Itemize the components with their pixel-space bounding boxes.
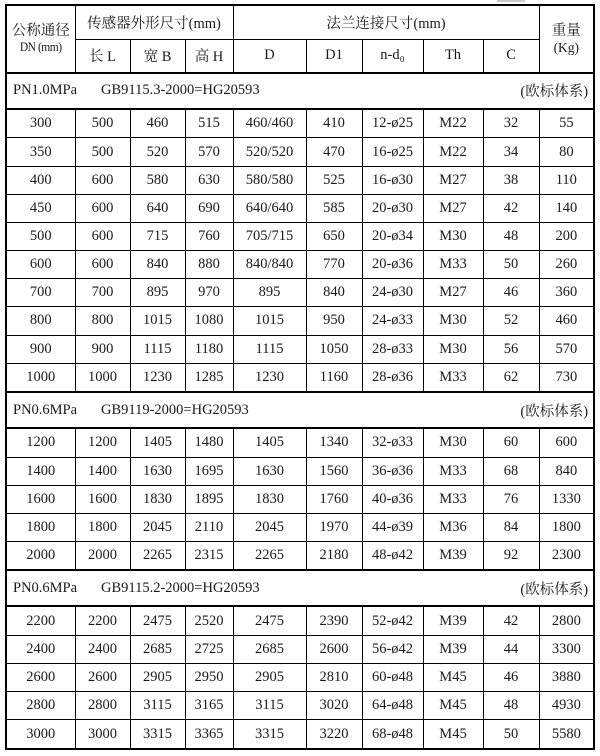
table-cell: 705/715 bbox=[233, 222, 306, 250]
table-cell: 520 bbox=[130, 138, 185, 166]
header-col-d1: D1 bbox=[306, 39, 362, 73]
table-cell: 2180 bbox=[306, 542, 362, 571]
table-cell: 48-ø42 bbox=[362, 542, 423, 571]
table-cell: 895 bbox=[130, 279, 185, 307]
section-standard-label: GB9115.3-2000=HG20593 bbox=[101, 82, 260, 99]
table-cell: 500 bbox=[75, 109, 130, 138]
table-cell: 2045 bbox=[130, 513, 185, 541]
table-cell: 2800 bbox=[6, 692, 75, 720]
table-row bbox=[6, 222, 594, 250]
table-cell: 56 bbox=[483, 335, 539, 363]
table-cell: 2300 bbox=[539, 542, 594, 571]
section-note-label: (欧标体系) bbox=[520, 84, 589, 101]
table-cell: 24-ø33 bbox=[362, 307, 423, 335]
table-cell: 500 bbox=[75, 138, 130, 166]
table-cell: 260 bbox=[539, 251, 594, 279]
table-cell: 20-ø36 bbox=[362, 251, 423, 279]
table-cell: 42 bbox=[483, 194, 539, 222]
table-cell: 2685 bbox=[130, 635, 185, 663]
table-cell: 3300 bbox=[539, 635, 594, 663]
table-cell: 48 bbox=[483, 692, 539, 720]
table-cell: 900 bbox=[6, 335, 75, 363]
table-cell: 2265 bbox=[130, 542, 185, 571]
table-cell: 570 bbox=[185, 138, 233, 166]
table-cell: 60 bbox=[483, 428, 539, 457]
table-cell: 3315 bbox=[233, 720, 306, 749]
table-cell: 1630 bbox=[130, 457, 185, 485]
table-cell: 1115 bbox=[233, 335, 306, 363]
table-cell: 600 bbox=[6, 251, 75, 279]
table-cell: 450 bbox=[6, 194, 75, 222]
table-cell: 2000 bbox=[6, 542, 75, 571]
table-cell: 600 bbox=[75, 251, 130, 279]
table-cell: 20-ø34 bbox=[362, 222, 423, 250]
table-cell: 110 bbox=[539, 166, 594, 194]
table-cell: M33 bbox=[423, 251, 483, 279]
table-row bbox=[6, 457, 594, 485]
table-row bbox=[6, 335, 594, 363]
dimension-table bbox=[5, 4, 595, 750]
header-col-width: 宽 B bbox=[130, 39, 185, 73]
header-col-c: C bbox=[483, 39, 539, 73]
header-dn-unit: DN (mm) bbox=[19, 40, 62, 55]
table-row bbox=[6, 138, 594, 166]
table-cell: 970 bbox=[185, 279, 233, 307]
table-cell: 1695 bbox=[185, 457, 233, 485]
table-row bbox=[6, 428, 594, 457]
table-cell: 64-ø48 bbox=[362, 692, 423, 720]
table-cell: 700 bbox=[6, 279, 75, 307]
table-cell: 880 bbox=[185, 251, 233, 279]
table-cell: 3020 bbox=[306, 692, 362, 720]
table-cell: 2950 bbox=[185, 664, 233, 692]
table-cell: 2045 bbox=[233, 513, 306, 541]
table-cell: 1015 bbox=[130, 307, 185, 335]
table-cell: 3000 bbox=[75, 720, 130, 749]
table-cell: 840 bbox=[130, 251, 185, 279]
table-cell: 2400 bbox=[75, 635, 130, 663]
table-cell: 3315 bbox=[130, 720, 185, 749]
table-cell: 2200 bbox=[6, 606, 75, 635]
table-cell: 32-ø33 bbox=[362, 428, 423, 457]
table-row bbox=[6, 485, 594, 513]
table-cell: 62 bbox=[483, 363, 539, 392]
scan-artifact bbox=[497, 0, 525, 2]
table-cell: 640/640 bbox=[233, 194, 306, 222]
table-cell: 300 bbox=[6, 109, 75, 138]
table-cell: 1970 bbox=[306, 513, 362, 541]
table-row bbox=[6, 166, 594, 194]
table-cell: 42 bbox=[483, 606, 539, 635]
table-row bbox=[6, 363, 594, 392]
table-cell: 16-ø30 bbox=[362, 166, 423, 194]
table-cell: 1600 bbox=[6, 485, 75, 513]
section-header-row bbox=[6, 73, 594, 109]
table-row bbox=[6, 307, 594, 335]
table-cell: 200 bbox=[539, 222, 594, 250]
table-cell: 1050 bbox=[306, 335, 362, 363]
table-cell: 140 bbox=[539, 194, 594, 222]
header-sensor-group: 传感器外形尺寸(mm) bbox=[75, 5, 233, 39]
section-header-row bbox=[6, 570, 594, 606]
table-cell: 12-ø25 bbox=[362, 109, 423, 138]
header-col-d: D bbox=[233, 39, 306, 73]
table-cell: 2800 bbox=[539, 606, 594, 635]
table-cell: M33 bbox=[423, 363, 483, 392]
table-cell: 1330 bbox=[539, 485, 594, 513]
table-cell: 2520 bbox=[185, 606, 233, 635]
table-cell: 895 bbox=[233, 279, 306, 307]
table-cell: 585 bbox=[306, 194, 362, 222]
table-cell: 840/840 bbox=[233, 251, 306, 279]
table-cell: 1560 bbox=[306, 457, 362, 485]
table-cell: 1000 bbox=[75, 363, 130, 392]
table-cell: 2400 bbox=[6, 635, 75, 663]
table-cell: 46 bbox=[483, 279, 539, 307]
section-pressure-label: PN1.0MPa bbox=[13, 82, 78, 99]
table-cell: 68 bbox=[483, 457, 539, 485]
table-cell: 520/520 bbox=[233, 138, 306, 166]
table-cell: 24-ø30 bbox=[362, 279, 423, 307]
table-cell: 16-ø25 bbox=[362, 138, 423, 166]
table-cell: 950 bbox=[306, 307, 362, 335]
section-pressure-label: PN0.6MPa bbox=[13, 401, 78, 418]
table-cell: M22 bbox=[423, 138, 483, 166]
table-cell: 2725 bbox=[185, 635, 233, 663]
table-cell: 900 bbox=[75, 335, 130, 363]
section-standard-label: GB9119-2000=HG20593 bbox=[101, 401, 249, 418]
section-header-row bbox=[6, 392, 594, 428]
table-cell: M45 bbox=[423, 720, 483, 749]
table-cell: 2905 bbox=[233, 664, 306, 692]
table-cell: 3115 bbox=[130, 692, 185, 720]
table-header bbox=[6, 5, 594, 73]
section-standard-label: GB9115.2-2000=HG20593 bbox=[101, 579, 260, 596]
table-row bbox=[6, 513, 594, 541]
table-cell: M45 bbox=[423, 664, 483, 692]
table-cell: 1115 bbox=[130, 335, 185, 363]
table-cell: 20-ø30 bbox=[362, 194, 423, 222]
table-cell: M36 bbox=[423, 513, 483, 541]
table-cell: 68-ø48 bbox=[362, 720, 423, 749]
table-cell: 630 bbox=[185, 166, 233, 194]
table-cell: 46 bbox=[483, 664, 539, 692]
table-cell: 84 bbox=[483, 513, 539, 541]
table-cell: 715 bbox=[130, 222, 185, 250]
table-cell: 1830 bbox=[130, 485, 185, 513]
header-col-height: 高 H bbox=[185, 39, 233, 73]
header-row-groups bbox=[6, 5, 594, 39]
table-cell: 3220 bbox=[306, 720, 362, 749]
table-cell: 2800 bbox=[75, 692, 130, 720]
table-cell: 1405 bbox=[233, 428, 306, 457]
table-cell: 55 bbox=[539, 109, 594, 138]
table-cell: 1800 bbox=[75, 513, 130, 541]
header-flange-group: 法兰连接尺寸(mm) bbox=[233, 5, 539, 39]
table-cell: 1760 bbox=[306, 485, 362, 513]
table-cell: 80 bbox=[539, 138, 594, 166]
table-cell: 1230 bbox=[130, 363, 185, 392]
table-cell: 840 bbox=[306, 279, 362, 307]
table-cell: 350 bbox=[6, 138, 75, 166]
table-cell: 570 bbox=[539, 335, 594, 363]
table-cell: M33 bbox=[423, 457, 483, 485]
table-row bbox=[6, 279, 594, 307]
table-cell: 770 bbox=[306, 251, 362, 279]
table-cell: 50 bbox=[483, 251, 539, 279]
table-cell: 60-ø48 bbox=[362, 664, 423, 692]
header-col-th: Th bbox=[423, 39, 483, 73]
table-cell: 600 bbox=[75, 194, 130, 222]
table-cell: 38 bbox=[483, 166, 539, 194]
table-cell: 92 bbox=[483, 542, 539, 571]
table-cell: 3115 bbox=[233, 692, 306, 720]
table-cell: 1285 bbox=[185, 363, 233, 392]
table-cell: 580/580 bbox=[233, 166, 306, 194]
table-cell: 76 bbox=[483, 485, 539, 513]
table-cell: 400 bbox=[6, 166, 75, 194]
table-body bbox=[6, 73, 594, 749]
table-cell: 36-ø36 bbox=[362, 457, 423, 485]
table-row bbox=[6, 251, 594, 279]
table-cell: 800 bbox=[6, 307, 75, 335]
table-cell: 3000 bbox=[6, 720, 75, 749]
table-cell: 2685 bbox=[233, 635, 306, 663]
table-cell: 2810 bbox=[306, 664, 362, 692]
table-cell: 1895 bbox=[185, 485, 233, 513]
table-row bbox=[6, 109, 594, 138]
table-cell: 44-ø39 bbox=[362, 513, 423, 541]
header-dn bbox=[6, 5, 75, 73]
header-col-nd0: n-d₀ bbox=[362, 39, 423, 73]
table-cell: 1230 bbox=[233, 363, 306, 392]
table-cell: M33 bbox=[423, 485, 483, 513]
table-row bbox=[6, 635, 594, 663]
table-cell: M30 bbox=[423, 428, 483, 457]
section-note-label: (欧标体系) bbox=[520, 403, 589, 420]
table-cell: M30 bbox=[423, 222, 483, 250]
table-cell: 1340 bbox=[306, 428, 362, 457]
table-cell: 1000 bbox=[6, 363, 75, 392]
table-cell: 1600 bbox=[75, 485, 130, 513]
section-note-label: (欧标体系) bbox=[520, 581, 589, 598]
table-cell: 1015 bbox=[233, 307, 306, 335]
table-cell: 52-ø42 bbox=[362, 606, 423, 635]
table-row bbox=[6, 720, 594, 749]
table-cell: 2905 bbox=[130, 664, 185, 692]
table-cell: M45 bbox=[423, 692, 483, 720]
table-cell: 1400 bbox=[75, 457, 130, 485]
table-cell: 56-ø42 bbox=[362, 635, 423, 663]
table-row bbox=[6, 606, 594, 635]
table-cell: M27 bbox=[423, 194, 483, 222]
table-cell: 2600 bbox=[306, 635, 362, 663]
header-row-subcols bbox=[6, 39, 594, 73]
table-cell: 460 bbox=[539, 307, 594, 335]
table-cell: 3165 bbox=[185, 692, 233, 720]
table-cell: 52 bbox=[483, 307, 539, 335]
table-cell: 3365 bbox=[185, 720, 233, 749]
table-cell: 1080 bbox=[185, 307, 233, 335]
table-cell: 1830 bbox=[233, 485, 306, 513]
section-header-cell bbox=[6, 73, 594, 109]
table-cell: 460/460 bbox=[233, 109, 306, 138]
table-cell: 2265 bbox=[233, 542, 306, 571]
table-cell: 840 bbox=[539, 457, 594, 485]
table-cell: 2000 bbox=[75, 542, 130, 571]
table-cell: 44 bbox=[483, 635, 539, 663]
table-cell: 580 bbox=[130, 166, 185, 194]
table-cell: 1200 bbox=[75, 428, 130, 457]
table-cell: M39 bbox=[423, 606, 483, 635]
table-cell: 2600 bbox=[6, 664, 75, 692]
table-cell: 5580 bbox=[539, 720, 594, 749]
table-cell: M39 bbox=[423, 542, 483, 571]
section-pressure-label: PN0.6MPa bbox=[13, 579, 78, 596]
table-cell: M27 bbox=[423, 279, 483, 307]
table-cell: 2475 bbox=[233, 606, 306, 635]
table-cell: 48 bbox=[483, 222, 539, 250]
table-cell: 1160 bbox=[306, 363, 362, 392]
table-cell: 32 bbox=[483, 109, 539, 138]
table-cell: 800 bbox=[75, 307, 130, 335]
table-cell: 1200 bbox=[6, 428, 75, 457]
table-cell: 515 bbox=[185, 109, 233, 138]
table-cell: 34 bbox=[483, 138, 539, 166]
header-weight bbox=[539, 5, 594, 73]
table-cell: M27 bbox=[423, 166, 483, 194]
table-cell: 1630 bbox=[233, 457, 306, 485]
table-row bbox=[6, 542, 594, 571]
section-header-cell bbox=[6, 570, 594, 606]
table-row bbox=[6, 692, 594, 720]
table-cell: 1180 bbox=[185, 335, 233, 363]
table-cell: 730 bbox=[539, 363, 594, 392]
table-cell: 1800 bbox=[539, 513, 594, 541]
table-cell: 4930 bbox=[539, 692, 594, 720]
table-cell: 2600 bbox=[75, 664, 130, 692]
table-cell: 600 bbox=[75, 166, 130, 194]
table-cell: 2390 bbox=[306, 606, 362, 635]
table-cell: 2315 bbox=[185, 542, 233, 571]
table-cell: 360 bbox=[539, 279, 594, 307]
table-cell: 50 bbox=[483, 720, 539, 749]
section-header-cell bbox=[6, 392, 594, 428]
table-cell: M39 bbox=[423, 635, 483, 663]
table-cell: 2200 bbox=[75, 606, 130, 635]
table-cell: 600 bbox=[75, 222, 130, 250]
table-cell: 3880 bbox=[539, 664, 594, 692]
header-weight-title: 重量 bbox=[551, 22, 581, 39]
table-cell: M30 bbox=[423, 335, 483, 363]
header-col-length: 长 L bbox=[75, 39, 130, 73]
table-cell: 760 bbox=[185, 222, 233, 250]
table-cell: 700 bbox=[75, 279, 130, 307]
header-dn-title: 公称通径 bbox=[11, 23, 70, 40]
table-cell: 2475 bbox=[130, 606, 185, 635]
table-cell: M22 bbox=[423, 109, 483, 138]
table-cell: 2110 bbox=[185, 513, 233, 541]
table-cell: 40-ø36 bbox=[362, 485, 423, 513]
table-cell: 470 bbox=[306, 138, 362, 166]
table-cell: 28-ø36 bbox=[362, 363, 423, 392]
table-cell: 28-ø33 bbox=[362, 335, 423, 363]
table-cell: 690 bbox=[185, 194, 233, 222]
table-cell: 410 bbox=[306, 109, 362, 138]
table-cell: 460 bbox=[130, 109, 185, 138]
table-cell: 1405 bbox=[130, 428, 185, 457]
table-cell: 525 bbox=[306, 166, 362, 194]
table-cell: 500 bbox=[6, 222, 75, 250]
table-row bbox=[6, 194, 594, 222]
table-row bbox=[6, 664, 594, 692]
table-cell: 600 bbox=[539, 428, 594, 457]
table-cell: 1400 bbox=[6, 457, 75, 485]
table-cell: M30 bbox=[423, 307, 483, 335]
table-cell: 1480 bbox=[185, 428, 233, 457]
header-weight-unit: (Kg) bbox=[553, 39, 580, 55]
table-cell: 1800 bbox=[6, 513, 75, 541]
table-cell: 650 bbox=[306, 222, 362, 250]
table-cell: 640 bbox=[130, 194, 185, 222]
